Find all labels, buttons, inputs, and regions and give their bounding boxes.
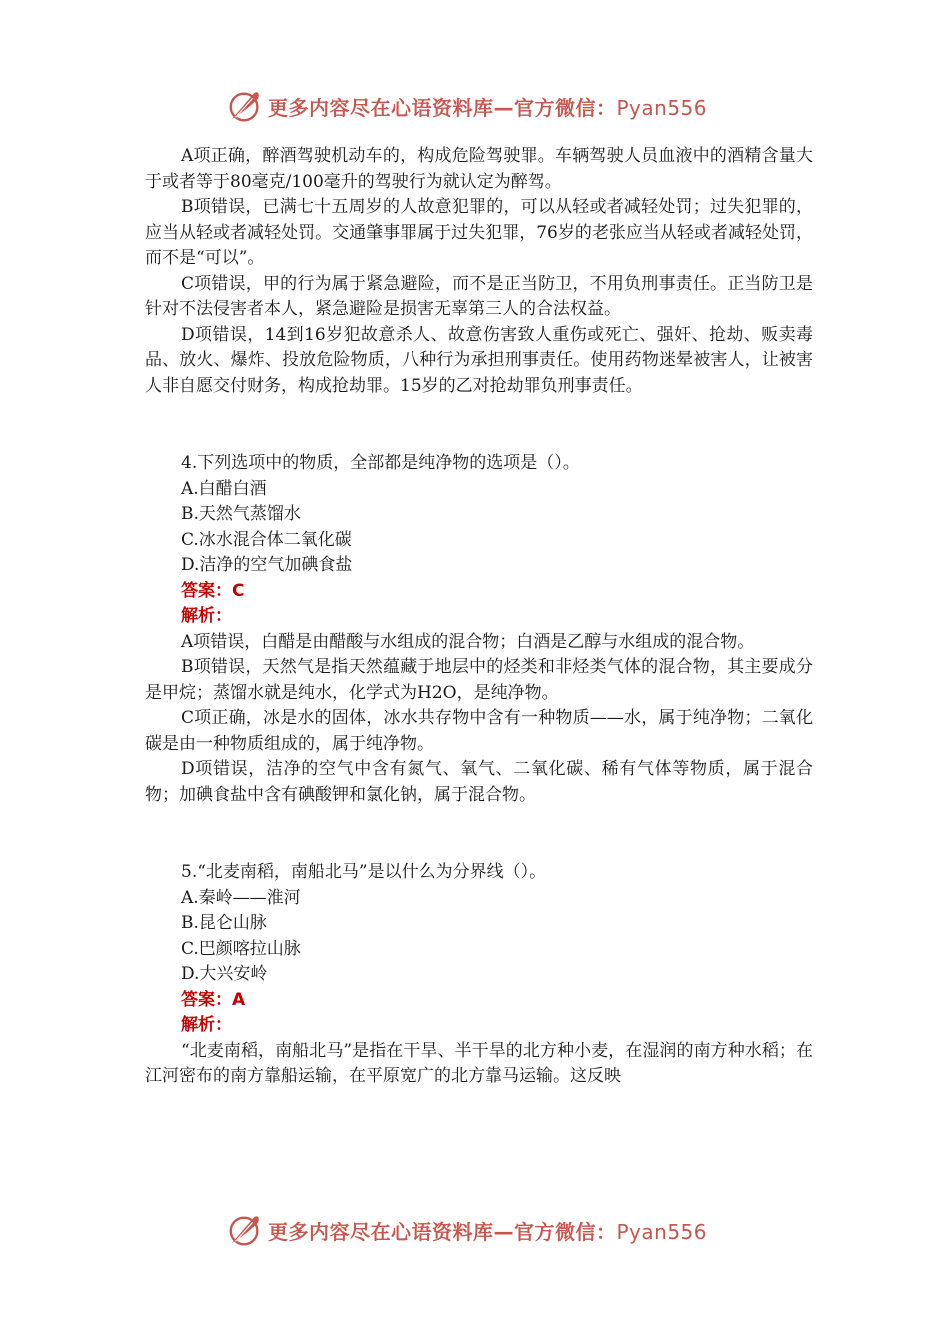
q3-analysis-d: D项错误，14到16岁犯故意杀人、故意伤害致人重伤或死亡、强奸、抢劫、贩卖毒品、放火、爆炸、投放危险物质，八种行为承担刑事责任。使用药物迷晕被害人，让被害人非自愿交付财务，构成抢劫罪。15岁的乙对抢劫罪负刑事责任。 bbox=[145, 324, 813, 396]
q3-analysis-a: A项正确，醉酒驾驶机动车的，构成危险驾驶罪。车辆驾驶人员血液中的酒精含量大于或者等于80毫克/100毫升的驾驶行为就认定为醉驾。 bbox=[145, 146, 813, 192]
q5-option-b: B.昆仑山脉 bbox=[181, 913, 267, 933]
banner-slogan: 更多内容尽在心语资料库—官方微信： bbox=[268, 1219, 617, 1244]
q3-analysis-c: C项错误，甲的行为属于紧急避险，而不是正当防卫，不用负刑事责任。正当防卫是针对不法侵害者本人，紧急避险是损害无辜第三人的合法权益。 bbox=[145, 273, 813, 319]
q5-option-a: A.秦岭——淮河 bbox=[181, 887, 301, 908]
q3-analysis-b: B项错误，已满七十五周岁的人故意犯罪的，可以从轻或者减轻处罚；过失犯罪的，应当从轻或者减轻处罚。交通肇事罪属于过失犯罪，76岁的老张应当从轻或者减轻处罚，而不是“可以”。 bbox=[145, 197, 813, 268]
q5-question: 5.“北麦南稻，南船北马”是以什么为分界线（）。 bbox=[181, 862, 547, 882]
q4-option-d: D.洁净的空气加碘食盐 bbox=[181, 555, 353, 575]
q4-answer: 答案：C bbox=[181, 580, 245, 601]
header-banner bbox=[226, 86, 726, 126]
quill-logo-icon bbox=[226, 87, 264, 125]
document-body bbox=[145, 144, 813, 1090]
banner-slogan: 更多内容尽在心语资料库—官方微信： bbox=[268, 95, 617, 120]
q4-analysis-a: A项错误，白醋是由醋酸与水组成的混合物；白酒是乙醇与水组成的混合物。 bbox=[181, 631, 755, 652]
wechat-id: Pyan556 bbox=[616, 95, 708, 120]
q5-analysis-label: 解析： bbox=[181, 1015, 232, 1035]
q4-option-b: B.天然气蒸馏水 bbox=[181, 504, 301, 524]
q4-option-c: C.冰水混合体二氧化碳 bbox=[181, 529, 352, 550]
footer-banner bbox=[226, 1210, 726, 1250]
q4-analysis-b: B项错误，天然气是指天然蕴藏于地层中的烃类和非烃类气体的混合物，其主要成分是甲烷；蒸馏水就是纯水，化学式为H2O，是纯净物。 bbox=[145, 657, 813, 703]
q4-question: 4.下列选项中的物质，全部都是纯净物的选项是（）。 bbox=[181, 453, 580, 473]
wechat-id: Pyan556 bbox=[616, 1219, 708, 1244]
banner-text bbox=[268, 92, 707, 121]
q5-answer: 答案：A bbox=[181, 989, 246, 1010]
q4-analysis-label: 解析： bbox=[181, 606, 232, 626]
q4-analysis-d: D项错误，洁净的空气中含有氮气、氧气、二氧化碳、稀有气体等物质，属于混合物；加碘食盐中含有碘酸钾和氯化钠，属于混合物。 bbox=[145, 759, 813, 805]
q4-analysis-c: C项正确，冰是水的固体，冰水共存物中含有一种物质——水，属于纯净物；二氧化碳是由一种物质组成的，属于纯净物。 bbox=[145, 708, 813, 754]
q5-option-d: D.大兴安岭 bbox=[181, 964, 268, 984]
q4-option-a: A.白醋白酒 bbox=[181, 478, 267, 499]
q5-analysis-text: “北麦南稻，南船北马”是指在干旱、半干旱的北方种小麦，在湿润的南方种水稻；在江河密布的南方靠船运输，在平原宽广的北方靠马运输。这反映 bbox=[145, 1040, 813, 1086]
q5-option-c: C.巴颜喀拉山脉 bbox=[181, 938, 301, 959]
quill-logo-icon bbox=[226, 1211, 264, 1249]
banner-text bbox=[268, 1216, 707, 1245]
